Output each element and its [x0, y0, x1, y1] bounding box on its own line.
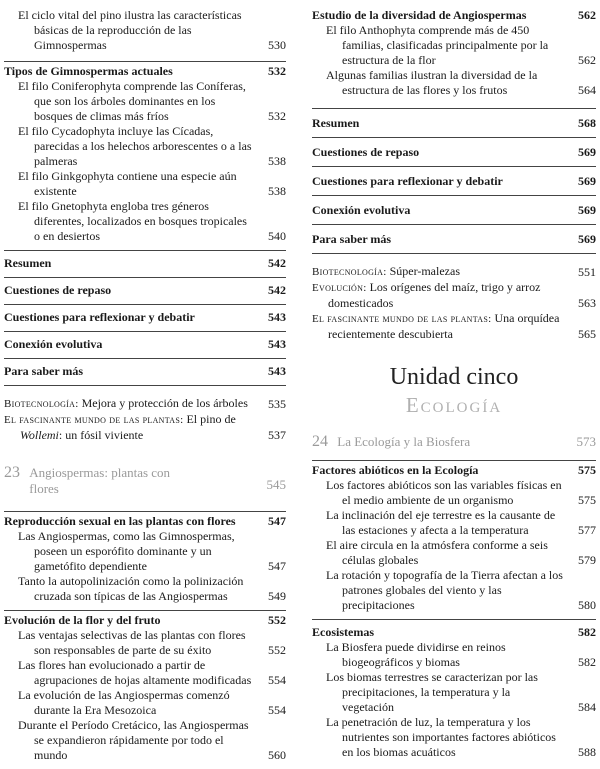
toc-entry-coniferophyta[interactable] — [4, 79, 286, 124]
toc-page-number: 582 — [578, 625, 596, 639]
toc-entry-conexion-evolutiva[interactable] — [4, 337, 286, 352]
toc-page-number: 547 — [268, 559, 286, 573]
unit-title: Unidad cinco — [389, 364, 519, 390]
toc-entry-cretacico[interactable] — [4, 718, 286, 763]
toc-page-number: 575 — [578, 493, 596, 507]
toc-entry-text: El filo Coniferophyta comprende las Coníferas, que son los árboles dominantes en los bosques de climas más fríos — [18, 79, 246, 123]
toc-entry-text: Cuestiones de repaso — [312, 145, 420, 159]
feature-label: Evolución: — [312, 282, 367, 294]
toc-page-number: 537 — [268, 428, 286, 442]
toc-entry-gnetophyta[interactable] — [4, 199, 286, 244]
toc-section-ecosistemas[interactable] — [312, 625, 596, 640]
toc-page-number: 573 — [576, 434, 596, 449]
toc-entry-eje-terrestre[interactable] — [312, 508, 596, 538]
toc-entry-text: Las ventajas selectivas de las plantas con flores son responsables de parte de su éxito — [18, 628, 246, 657]
toc-page-number: 568 — [578, 116, 596, 130]
section-title: Reproducción sexual en las plantas con flores — [4, 514, 236, 528]
toc-entry-text: Los biomas terrestres se caracterizan por las precipitaciones, la temperatura y la vegetación — [326, 670, 538, 714]
toc-page-number: 545 — [266, 477, 286, 492]
toc-page-number: 563 — [578, 296, 596, 310]
toc-feature-biotecnologia[interactable] — [4, 396, 286, 412]
toc-page-number: 569 — [578, 145, 596, 159]
toc-entry-text: Conexión evolutiva — [4, 337, 103, 351]
toc-feature-biotecnologia-2[interactable] — [312, 264, 596, 280]
toc-page-number: 565 — [578, 327, 596, 341]
toc-page-number: 542 — [268, 283, 286, 297]
toc-entry-flores-hojas[interactable] — [4, 658, 286, 688]
toc-entry-conexion-evolutiva-2[interactable] — [312, 203, 596, 218]
toc-feature-fascinante-2[interactable] — [312, 311, 596, 342]
toc-entry-text: Durante el Período Cretácico, las Angiospermas se expandieron rápidamente por todo el mundo — [18, 718, 249, 762]
toc-entry-resumen-2[interactable] — [312, 116, 596, 131]
toc-section-estudio[interactable] — [312, 8, 596, 23]
toc-section-reproduccion[interactable] — [4, 514, 286, 529]
section-divider — [312, 460, 596, 461]
toc-page-number: 577 — [578, 523, 596, 537]
toc-chapter-24[interactable] — [312, 434, 596, 450]
toc-entry-ciclo-pino[interactable] — [4, 8, 286, 53]
section-divider — [312, 619, 596, 620]
toc-entry-cuestiones-reflexionar[interactable] — [4, 310, 286, 325]
toc-entry-text: Las Angiospermas, como las Gimnospermas, poseen un esporófito dominante y un gametófito dependiente — [18, 529, 235, 573]
toc-entry-text: El pino de — [186, 412, 236, 426]
toc-entry-biomas-terrestres[interactable] — [312, 670, 596, 715]
toc-entry-text: La rotación y topografía de la Tierra afectan a los patrones globales del viento y las precipitaciones — [326, 568, 563, 612]
toc-page-number: 549 — [268, 589, 286, 603]
toc-entry-para-saber-mas[interactable] — [4, 364, 286, 379]
toc-page-number: 543 — [268, 337, 286, 351]
section-divider — [4, 277, 286, 278]
toc-page-number: 552 — [268, 643, 286, 657]
toc-entry-text: Mejora y protección de los árboles — [81, 396, 248, 410]
right-column — [312, 8, 596, 760]
feature-label: El fascinante mundo de las plantas: — [312, 313, 492, 325]
toc-page-number: 543 — [268, 364, 286, 378]
toc-entry-text: Para saber más — [4, 364, 84, 378]
toc-page-number: 532 — [268, 109, 286, 123]
toc-page-number: 580 — [578, 598, 596, 612]
left-column — [4, 8, 286, 763]
section-divider — [312, 253, 596, 254]
section-title: Evolución de la flor y del fruto — [4, 613, 161, 627]
toc-page-number: 562 — [578, 53, 596, 67]
section-divider — [312, 108, 596, 109]
section-title: Estudio de la diversidad de Angiospermas — [312, 8, 527, 22]
section-divider — [4, 358, 286, 359]
toc-entry-cuestiones-repaso[interactable] — [4, 283, 286, 298]
toc-entry-biomas-acuaticos[interactable] — [312, 715, 596, 760]
section-divider — [4, 304, 286, 305]
toc-entry-text: El filo Anthophyta comprende más de 450 familias, clasificadas principalmente por la estructura de la flor — [326, 23, 549, 67]
toc-entry-ventajas[interactable] — [4, 628, 286, 658]
toc-page-number: 560 — [268, 748, 286, 762]
toc-section-tipos[interactable] — [4, 64, 286, 79]
toc-entry-text: Resumen — [312, 116, 360, 130]
toc-page-number: 562 — [578, 8, 596, 22]
toc-entry-text: La inclinación del eje terrestre es la causante de las estaciones y afecta a la temperatura — [326, 508, 556, 537]
toc-chapter-23[interactable] — [4, 465, 286, 497]
section-divider — [4, 385, 286, 386]
section-divider — [4, 61, 286, 62]
toc-entry-celulas-globales[interactable] — [312, 538, 596, 568]
toc-entry-polinizacion[interactable] — [4, 574, 286, 604]
toc-entry-anthophyta[interactable] — [312, 23, 596, 68]
toc-page-number: 569 — [578, 203, 596, 217]
toc-entry-para-saber-mas-2[interactable] — [312, 232, 596, 247]
toc-entry-variables-fisicas[interactable] — [312, 478, 596, 508]
toc-entry-esporofito[interactable] — [4, 529, 286, 574]
toc-page-number: 530 — [268, 38, 286, 52]
section-divider — [4, 331, 286, 332]
section-title: Factores abióticos en la Ecología — [312, 463, 479, 477]
chapter-number: 24 — [312, 433, 328, 450]
toc-entry-text: Cuestiones para reflexionar y debatir — [4, 310, 195, 324]
toc-entry-text: : un fósil viviente — [58, 428, 144, 442]
toc-entry-text: El ciclo vital del pino ilustra las características básicas de la reproducción de las Gimnospermas — [18, 8, 242, 52]
toc-entry-text: Conexión evolutiva — [312, 203, 411, 217]
toc-feature-fascinante[interactable] — [4, 412, 286, 443]
toc-page-number: 575 — [578, 463, 596, 477]
toc-entry-text: Algunas familias ilustran la diversidad de la estructura de las flores y los frutos — [326, 68, 538, 97]
toc-page-number: 588 — [578, 745, 596, 759]
toc-entry-reinos[interactable] — [312, 640, 596, 670]
toc-feature-evolucion[interactable] — [312, 280, 596, 311]
toc-section-factores[interactable] — [312, 463, 596, 478]
section-divider — [312, 137, 596, 138]
toc-entry-text: Cuestiones de repaso — [4, 283, 112, 297]
toc-page-number: 538 — [268, 154, 286, 168]
toc-entry-text: Las flores han evolucionado a partir de agrupaciones de hojas altamente modificadas — [18, 658, 252, 687]
toc-entry-text: Una orquídea recientemente descubierta — [328, 311, 560, 341]
toc-page-number: 542 — [268, 256, 286, 270]
toc-entry-text: Cuestiones para reflexionar y debatir — [312, 174, 503, 188]
toc-page-number: 532 — [268, 64, 286, 78]
toc-entry-text: La evolución de las Angiospermas comenzó durante la Era Mesozoica — [18, 688, 230, 717]
toc-page-number: 543 — [268, 310, 286, 324]
toc-entry-text: Los orígenes del maíz, trigo y arroz domesticados — [328, 280, 541, 310]
section-divider — [312, 195, 596, 196]
unit-subtitle: Ecología — [405, 393, 503, 417]
section-title: Tipos de Gimnospermas actuales — [4, 64, 173, 78]
toc-page-number: 582 — [578, 655, 596, 669]
toc-entry-familias[interactable] — [312, 68, 596, 98]
toc-entry-text: El aire circula en la atmósfera conforme a seis células globales — [326, 538, 548, 567]
toc-entry-text: Resumen — [4, 256, 52, 270]
toc-page-number: 540 — [268, 229, 286, 243]
section-divider — [4, 250, 286, 251]
toc-entry-text: Súper-malezas — [389, 264, 460, 278]
toc-page-number: 584 — [578, 700, 596, 714]
section-title: Ecosistemas — [312, 625, 374, 639]
section-divider — [312, 224, 596, 225]
section-divider — [312, 166, 596, 167]
toc-entry-text: Los factores abióticos son las variables físicas en el medio ambiente de un organismo — [326, 478, 562, 507]
section-divider — [4, 511, 286, 512]
feature-label: El fascinante mundo de las plantas: — [4, 414, 184, 426]
chapter-title: Angiospermas: plantas con flores — [29, 465, 171, 496]
toc-entry-text: El filo Ginkgophyta contiene una especie aún existente — [18, 169, 237, 198]
toc-page-number: 564 — [578, 83, 596, 97]
toc-page-number: 552 — [268, 613, 286, 627]
chapter-number: 23 — [4, 464, 20, 481]
toc-entry-text: La penetración de luz, la temperatura y los nutrientes son importantes factores abióticos en los biomas acuáticos — [326, 715, 556, 759]
toc-entry-ginkgophyta[interactable] — [4, 169, 286, 199]
section-divider — [4, 610, 286, 611]
toc-page-number: 554 — [268, 703, 286, 717]
toc-entry-rotacion[interactable] — [312, 568, 596, 613]
feature-label: Biotecnología: — [312, 266, 387, 278]
toc-entry-cuestiones-repaso-2[interactable] — [312, 145, 596, 160]
toc-page-number: 551 — [578, 265, 596, 279]
toc-entry-text: El filo Cycadophyta incluye las Cícadas, parecidas a los helechos arborescentes o a las palmeras — [18, 124, 252, 168]
toc-entry-cycadophyta[interactable] — [4, 124, 286, 169]
toc-entry-text: El filo Gnetophyta engloba tres géneros diferentes, localizados en bosques tropicales o en desiertos — [18, 199, 247, 243]
toc-entry-text: Para saber más — [312, 232, 392, 246]
toc-page-number: 554 — [268, 673, 286, 687]
toc-page-number: 579 — [578, 553, 596, 567]
toc-page-number: 569 — [578, 174, 596, 188]
toc-page-number: 547 — [268, 514, 286, 528]
toc-entry-cuestiones-reflexionar-2[interactable] — [312, 174, 596, 189]
toc-section-evolucion[interactable] — [4, 613, 286, 628]
toc-entry-resumen[interactable] — [4, 256, 286, 271]
toc-entry-mesozoica[interactable] — [4, 688, 286, 718]
toc-entry-italic: Wollemi — [20, 428, 59, 442]
toc-entry-text: Tanto la autopolinización como la polinización cruzada son típicas de las Angiospermas — [18, 574, 244, 603]
toc-page-number: 569 — [578, 232, 596, 246]
toc-page-number: 535 — [268, 397, 286, 411]
toc-entry-text: La Biosfera puede dividirse en reinos biogeográficos y biomas — [326, 640, 506, 669]
toc-page-number: 538 — [268, 184, 286, 198]
chapter-title: La Ecología y la Biosfera — [337, 434, 471, 449]
feature-label: Biotecnología: — [4, 398, 79, 410]
